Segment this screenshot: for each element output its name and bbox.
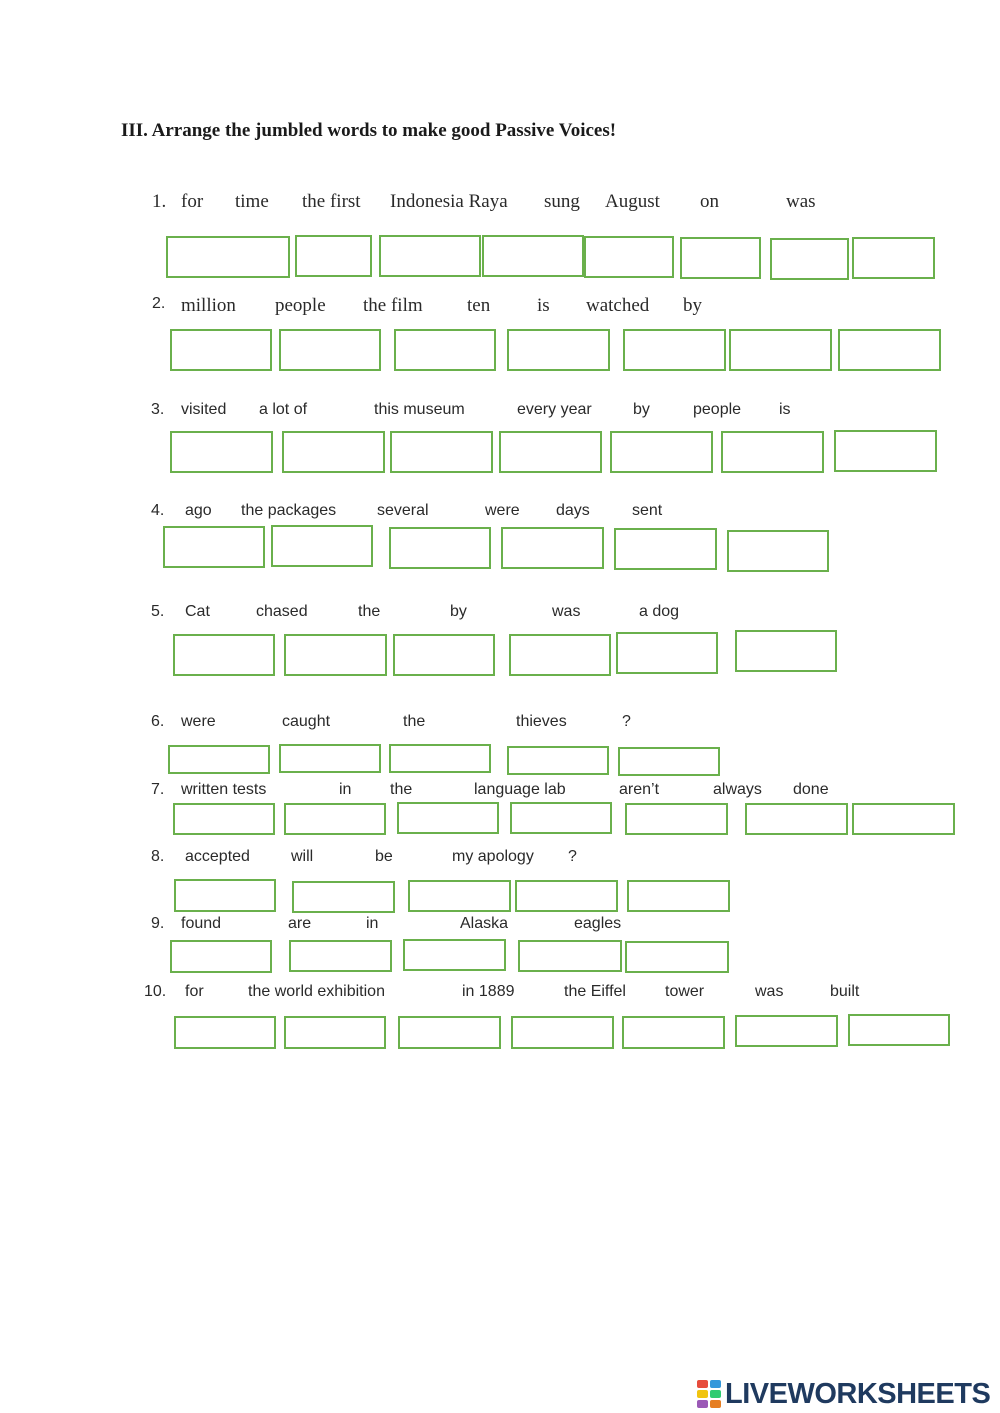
jumbled-word: was — [552, 603, 581, 620]
liveworksheets-logo — [697, 1378, 990, 1410]
jumbled-word: will — [291, 848, 314, 865]
jumbled-word: visited — [181, 401, 227, 418]
answer-box[interactable] — [584, 236, 674, 278]
page-title: III. Arrange the jumbled words to make good Passive Voices! — [121, 120, 617, 141]
answer-box[interactable] — [515, 880, 618, 912]
answer-box[interactable] — [163, 526, 265, 568]
jumbled-word: million — [181, 295, 236, 316]
answer-box[interactable] — [511, 1016, 614, 1049]
jumbled-word: the world exhibition — [248, 983, 385, 1000]
answer-box[interactable] — [282, 431, 385, 473]
logo-icon — [697, 1380, 721, 1408]
jumbled-word: language lab — [474, 781, 566, 798]
answer-box[interactable] — [510, 802, 612, 834]
jumbled-word: a dog — [639, 603, 680, 620]
jumbled-word: time — [235, 191, 269, 212]
jumbled-word: accepted — [185, 848, 250, 865]
jumbled-word: sung — [544, 191, 580, 212]
jumbled-word: watched — [586, 295, 650, 316]
answer-box[interactable] — [390, 431, 493, 473]
answer-box[interactable] — [284, 1016, 386, 1049]
answer-box[interactable] — [403, 939, 506, 971]
jumbled-word: in — [366, 915, 379, 932]
answer-box[interactable] — [848, 1014, 950, 1046]
jumbled-word: August — [605, 191, 660, 212]
answer-box[interactable] — [394, 329, 496, 371]
jumbled-word: the — [358, 603, 381, 620]
jumbled-word: the — [403, 713, 426, 730]
answer-box[interactable] — [174, 879, 276, 912]
jumbled-word: the film — [363, 295, 423, 316]
answer-box[interactable] — [292, 881, 395, 913]
answer-box[interactable] — [623, 329, 726, 371]
answer-box[interactable] — [393, 634, 495, 676]
answer-box[interactable] — [295, 235, 372, 277]
jumbled-word: in — [339, 781, 352, 798]
jumbled-word: this museum — [374, 401, 465, 418]
question-number: 4. — [151, 502, 165, 519]
answer-box[interactable] — [729, 329, 832, 371]
answer-box[interactable] — [745, 803, 848, 835]
jumbled-word: ten — [467, 295, 491, 316]
answer-box[interactable] — [279, 329, 381, 371]
jumbled-word: was — [786, 191, 816, 212]
jumbled-word: eagles — [574, 915, 622, 932]
answer-box[interactable] — [397, 802, 499, 834]
answer-box[interactable] — [834, 430, 937, 472]
answer-box[interactable] — [721, 431, 824, 473]
question-4 — [0, 500, 1000, 590]
answer-box[interactable] — [173, 803, 275, 835]
jumbled-word: several — [377, 502, 429, 519]
question-number: 2. — [152, 295, 166, 312]
answer-box[interactable] — [173, 634, 275, 676]
jumbled-word: is — [779, 401, 791, 418]
jumbled-word: ? — [568, 848, 577, 865]
jumbled-word: people — [693, 401, 742, 418]
question-2 — [0, 292, 1000, 382]
jumbled-word: are — [288, 915, 312, 932]
jumbled-word: done — [793, 781, 829, 798]
answer-box[interactable] — [518, 940, 622, 972]
answer-box[interactable] — [379, 235, 481, 277]
answer-box[interactable] — [408, 880, 511, 912]
jumbled-word: on — [700, 191, 719, 212]
answer-box[interactable] — [499, 431, 602, 473]
answer-box[interactable] — [174, 1016, 276, 1049]
answer-box[interactable] — [614, 528, 717, 570]
logo-tile — [710, 1400, 721, 1408]
jumbled-word: tower — [665, 983, 705, 1000]
answer-box[interactable] — [170, 940, 272, 973]
jumbled-word: the Eiffel — [564, 983, 626, 1000]
logo-tile — [710, 1390, 721, 1398]
answer-box[interactable] — [770, 238, 849, 280]
jumbled-word: built — [830, 983, 860, 1000]
answer-box[interactable] — [610, 431, 713, 473]
jumbled-word: written tests — [181, 781, 267, 798]
question-3 — [0, 399, 1000, 489]
jumbled-word: for — [185, 983, 204, 1000]
jumbled-word: thieves — [516, 713, 567, 730]
answer-box[interactable] — [284, 803, 386, 835]
question-number: 7. — [151, 781, 165, 798]
jumbled-word: is — [537, 295, 550, 316]
answer-box[interactable] — [627, 880, 730, 912]
question-number: 6. — [151, 713, 165, 730]
answer-box[interactable] — [168, 745, 270, 774]
jumbled-word: caught — [282, 713, 331, 730]
answer-box[interactable] — [616, 632, 718, 674]
question-number: 1. — [152, 191, 167, 212]
answer-box[interactable] — [389, 527, 491, 569]
answer-box[interactable] — [852, 237, 935, 279]
question-number: 8. — [151, 848, 165, 865]
jumbled-word: chased — [256, 603, 308, 620]
jumbled-word: a lot of — [259, 401, 308, 418]
question-number: 5. — [151, 603, 165, 620]
jumbled-word: people — [275, 295, 326, 316]
logo-text: LIVEWORKSHEETS — [725, 1377, 991, 1410]
answer-box[interactable] — [170, 329, 272, 371]
answer-box[interactable] — [852, 803, 955, 835]
jumbled-word: be — [375, 848, 393, 865]
jumbled-word: days — [556, 502, 590, 519]
jumbled-word: by — [450, 603, 467, 620]
jumbled-word: found — [181, 915, 222, 932]
answer-box[interactable] — [735, 630, 837, 672]
answer-box[interactable] — [507, 329, 610, 371]
jumbled-word: the — [390, 781, 413, 798]
answer-box[interactable] — [284, 634, 387, 676]
answer-box[interactable] — [680, 237, 761, 279]
question-number: 9. — [151, 915, 165, 932]
jumbled-word: were — [181, 713, 216, 730]
jumbled-word: sent — [632, 502, 663, 519]
jumbled-word: always — [713, 781, 762, 798]
question-5 — [0, 602, 1000, 692]
answer-box[interactable] — [838, 329, 941, 371]
answer-box[interactable] — [279, 744, 381, 773]
jumbled-word: in 1889 — [462, 983, 515, 1000]
jumbled-word: ? — [622, 713, 631, 730]
jumbled-word: the packages — [241, 502, 337, 519]
answer-box[interactable] — [271, 525, 373, 567]
answer-box[interactable] — [509, 634, 611, 676]
jumbled-word: aren’t — [619, 781, 660, 798]
jumbled-word: by — [633, 401, 650, 418]
jumbled-word: were — [485, 502, 520, 519]
answer-box[interactable] — [170, 431, 273, 473]
question-number: 3. — [151, 401, 165, 418]
answer-box[interactable] — [618, 747, 720, 776]
answer-box[interactable] — [482, 235, 584, 277]
answer-box[interactable] — [727, 530, 829, 572]
logo-tile — [697, 1380, 708, 1388]
jumbled-word: Alaska — [460, 915, 509, 932]
question-1 — [0, 188, 1000, 278]
jumbled-word: the first — [302, 191, 361, 212]
answer-box[interactable] — [735, 1015, 838, 1047]
question-10 — [0, 982, 1000, 1072]
jumbled-word: Cat — [185, 603, 210, 620]
logo-tile — [697, 1390, 708, 1398]
logo-tile — [710, 1380, 721, 1388]
answer-box[interactable] — [289, 940, 392, 972]
answer-box[interactable] — [166, 236, 290, 278]
answer-box[interactable] — [501, 527, 604, 569]
jumbled-word: Indonesia Raya — [390, 191, 508, 212]
jumbled-word: my apology — [452, 848, 534, 865]
answer-box[interactable] — [622, 1016, 725, 1049]
jumbled-word: for — [181, 191, 204, 212]
jumbled-word: was — [755, 983, 784, 1000]
question-number: 10. — [144, 983, 167, 1000]
jumbled-word: ago — [185, 502, 212, 519]
answer-box[interactable] — [625, 803, 728, 835]
jumbled-word: every year — [517, 401, 592, 418]
answer-box[interactable] — [507, 746, 609, 775]
answer-box[interactable] — [398, 1016, 501, 1049]
logo-tile — [697, 1400, 708, 1408]
jumbled-word: by — [683, 295, 702, 316]
answer-box[interactable] — [625, 941, 729, 973]
answer-box[interactable] — [389, 744, 491, 773]
